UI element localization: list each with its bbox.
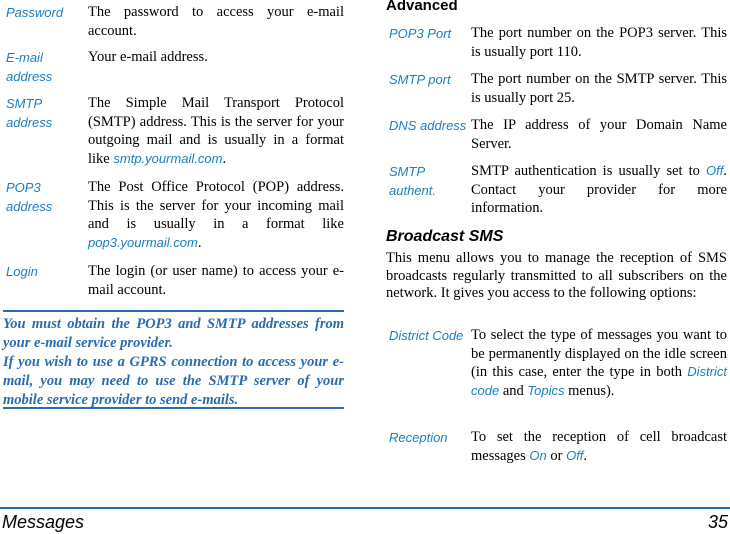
- def-text: and: [499, 382, 528, 399]
- def-smtp-port: The port number on the SMTP server. This is usually port 25.: [471, 71, 727, 106]
- term-password: Password: [6, 5, 64, 20]
- note-line-1: You must obtain the POP3 and SMTP addresses from your e-mail service provider.: [3, 316, 344, 351]
- term-dns-address: DNS address: [389, 118, 467, 133]
- def-pop3-address: [88, 178, 344, 252]
- note-line-2: If you wish to use a GPRS connection to access your e-mail, you may need to use the SMTP server of your mobile service provider to send e-mails.: [3, 354, 344, 408]
- broadcast-intro: This menu allows you to manage the reception of SMS broadcasts regularly transmitted to all subscribers on the network. It gives you access to the following options:: [386, 250, 727, 301]
- def-text: .: [197, 234, 202, 251]
- definition-row-smtp: [3, 94, 344, 168]
- value-off: Off: [706, 163, 724, 178]
- definition-row-pop3-port: [386, 24, 727, 61]
- footer-divider: [0, 507, 730, 509]
- def-district-code: [471, 326, 727, 400]
- definition-row-smtp-authent: [386, 162, 727, 218]
- term-pop3-port: POP3 Port: [389, 26, 452, 41]
- def-text: To set the reception of cell broadcast messages: [471, 429, 727, 464]
- note-box: [3, 310, 344, 409]
- definition-row-reception: [386, 428, 727, 465]
- example-pop3: pop3.yourmail.com: [88, 234, 198, 250]
- definition-row-login: [3, 262, 344, 299]
- menu-topics: Topics: [527, 382, 565, 398]
- def-email-address: Your e-mail address.: [88, 49, 208, 65]
- definition-row-email: [3, 48, 344, 86]
- def-text: or: [546, 447, 567, 464]
- definition-row-smtp-port: [386, 70, 727, 107]
- def-text: menus).: [564, 382, 615, 399]
- broadcast-heading: Broadcast SMS: [386, 228, 504, 245]
- term-reception: Reception: [389, 430, 448, 445]
- menu-district-code: District code: [471, 364, 727, 398]
- def-text: .: [222, 150, 227, 167]
- def-pop3-port: The port number on the POP3 server. This is usually port 110.: [471, 25, 727, 60]
- def-text: The Simple Mail Transport Protocol (SMTP) address. This is the server for your outgoing mail and is usually in a format like: [88, 95, 344, 167]
- def-reception: [471, 428, 727, 465]
- footer-page-number: 35: [707, 512, 728, 532]
- def-text: The Post Office Protocol (POP) address. This is the server for your incoming mail and is usually in a format like: [88, 179, 344, 232]
- definition-row-dns: [386, 116, 727, 153]
- footer-section-title: Messages: [2, 512, 85, 532]
- def-login: The login (or user name) to access your e-mail account.: [88, 263, 344, 298]
- def-password: The password to access your e-mail account.: [88, 4, 344, 39]
- def-text: SMTP authentication is usually set to: [471, 163, 707, 179]
- def-dns-address: The IP address of your Domain Name Server.: [471, 117, 727, 152]
- term-pop3-address: POP3 address: [6, 180, 53, 214]
- term-smtp-address: SMTP address: [6, 96, 53, 130]
- definition-row-password: [3, 3, 344, 40]
- example-smtp: smtp.yourmail.com: [113, 150, 223, 166]
- term-email-address: E-mail address: [6, 50, 53, 84]
- def-text: To select the type of messages you want to be permanently displayed on the idle screen (in this case, enter the type in both: [471, 327, 727, 380]
- term-smtp-authent: SMTP authent.: [389, 164, 436, 198]
- advanced-heading: Advanced: [386, 0, 458, 14]
- term-district-code: District Code: [389, 328, 464, 343]
- value-on: On: [529, 447, 547, 463]
- term-smtp-port: SMTP port: [389, 72, 451, 87]
- def-text: . Contact your provider for more information.: [471, 163, 727, 216]
- term-login: Login: [6, 264, 38, 279]
- def-smtp-authent: [471, 162, 727, 218]
- definition-row-pop3: [3, 178, 344, 252]
- def-text: .: [583, 447, 588, 464]
- def-smtp-address: [88, 94, 344, 168]
- definition-row-district-code: [386, 326, 727, 400]
- value-off: Off: [566, 447, 584, 463]
